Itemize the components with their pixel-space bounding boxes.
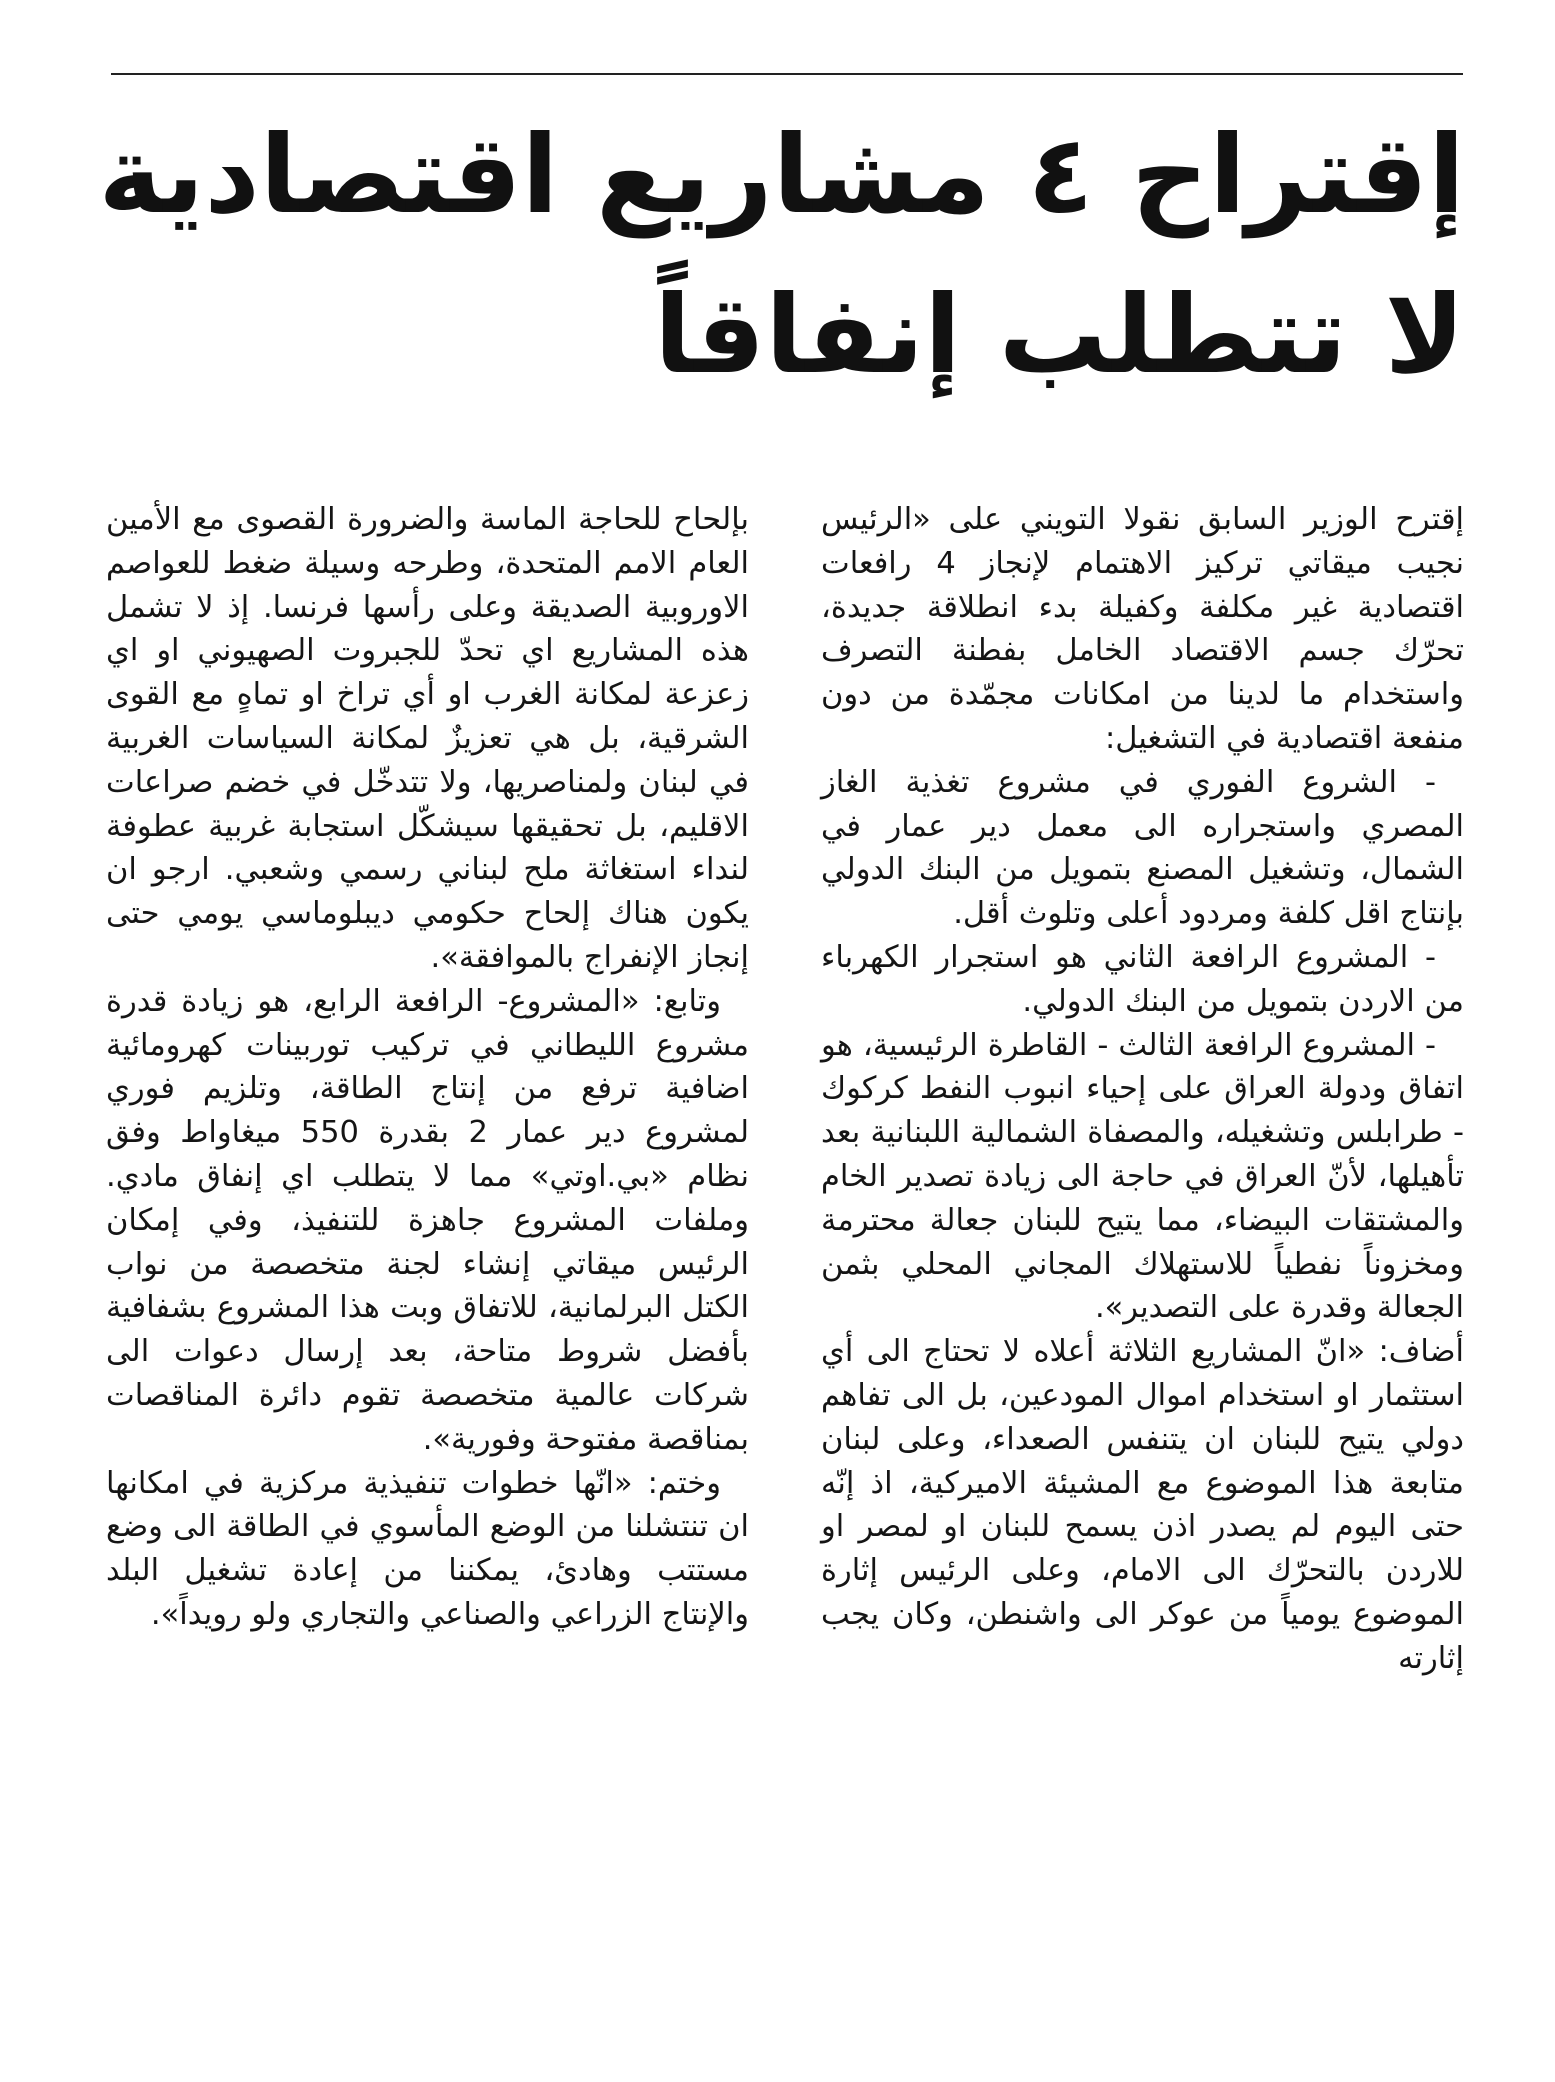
paragraph: - المشروع الرافعة الثالث - القاطرة الرئيسية، هو اتفاق ودولة العراق على إحياء انبوب النفط كركوك - طرابلس وتشغيله، والمصفاة الشمالية اللبنانية بعد تأهيلها، لأنّ العراق في حاجة الى زيادة تصدير الخام والمشتقات البيضاء، مما يتيح للبنان جعالة محترمة ومخزوناً نفطياً للاستهلاك المجاني المحلي بثمن الجعالة وقدرة على التصدير». [821, 1027, 1464, 1326]
paragraph: وختم: «انّها خطوات تنفيذية مركزية في امكانها ان تنتشلنا من الوضع المأسوي في الطاقة الى وضع مستتب وهادئ، يمكننا من إعادة تشغيل البلد والإنتاج الزراعي والصناعي والتجاري ولو رويداً». [106, 1465, 749, 1632]
article-column-right [821, 498, 1464, 1681]
paragraph: وتابع: «المشروع- الرافعة الرابع، هو زيادة قدرة مشروع الليطاني في تركيب توربينات كهرومائية اضافية ترفع من إنتاج الطاقة، وتلزيم فوري لمشروع دير عمار 2 بقدرة 550 ميغاواط وفق نظام «بي.اوتي» مما لا يتطلب اي إنفاق مادي. وملفات المشروع جاهزة للتنفيذ، وفي إمكان الرئيس ميقاتي إنشاء لجنة متخصصة من نواب الكتل البرلمانية، للاتفاق وبت هذا المشروع بشفافية بأفضل شروط متاحة، بعد إرسال دعوات الى شركات عالمية متخصصة تقوم دائرة المناقصات بمناقصة مفتوحة وفورية». [106, 983, 749, 1457]
article-headline [98, 96, 1465, 416]
paragraph: - المشروع الرافعة الثاني هو استجرار الكهرباء من الاردن بتمويل من البنك الدولي. [821, 939, 1464, 1019]
paragraph: - الشروع الفوري في مشروع تغذية الغاز المصري واستجراره الى معمل دير عمار في الشمال، وتشغيل المصنع بتمويل من البنك الدولي بإنتاج اقل كلفة ومردود أعلى وتلوث أقل. [821, 764, 1464, 932]
headline-line-1: إقتراح ٤ مشاريع اقتصادية [98, 113, 1465, 238]
article-column-left [106, 498, 749, 1637]
headline-line-2: لا تتطلب إنفاقاً [653, 273, 1465, 398]
paragraph: بإلحاح للحاجة الماسة والضرورة القصوى مع الأمين العام الامم المتحدة، وطرحه وسيلة ضغط للعواصم الاوروبية الصديقة وعلى رأسها فرنسا. إذ لا تشمل هذه المشاريع اي تحدّ للجبروت الصهيوني او اي زعزعة لمكانة الغرب او أي تراخ او تماهٍ مع القوى الشرقية، بل هي تعزيزٌ لمكانة السياسات الغربية في لبنان ولمناصريها، ولا تتدخّل في خضم صراعات الاقليم، بل تحقيقها سيشكّل استجابة غربية عطوفة لنداء استغاثة ملح لبناني رسمي وشعبي. ارجو ان يكون هناك إلحاح حكومي ديبلوماسي يومي حتى إنجاز الإنفراج بالموافقة». [106, 502, 749, 975]
top-divider [111, 73, 1463, 75]
paragraph: أضاف: «انّ المشاريع الثلاثة أعلاه لا تحتاج الى أي استثمار او استخدام اموال المودعين، بل الى تفاهم دولي يتيح للبنان ان يتنفس الصعداء، وعلى لبنان متابعة هذا الموضوع مع المشيئة الاميركية، اذ إنّه حتى اليوم لم يصدر اذن يسمح للبنان او لمصر او للاردن بالتحرّك الى الامام، وعلى الرئيس إثارة الموضوع يومياً من عوكر الى واشنطن، وكان يجب إثارته [821, 1334, 1464, 1676]
paragraph: إقترح الوزير السابق نقولا التويني على «الرئيس نجيب ميقاتي تركيز الاهتمام لإنجاز 4 رافعات اقتصادية غير مكلفة وكفيلة بدء انطلاقة جديدة، تحرّك جسم الاقتصاد الخامل بفطنة التصرف واستخدام ما لدينا من امكانات مجمّدة من دون منفعة اقتصادية في التشغيل: [821, 502, 1465, 756]
